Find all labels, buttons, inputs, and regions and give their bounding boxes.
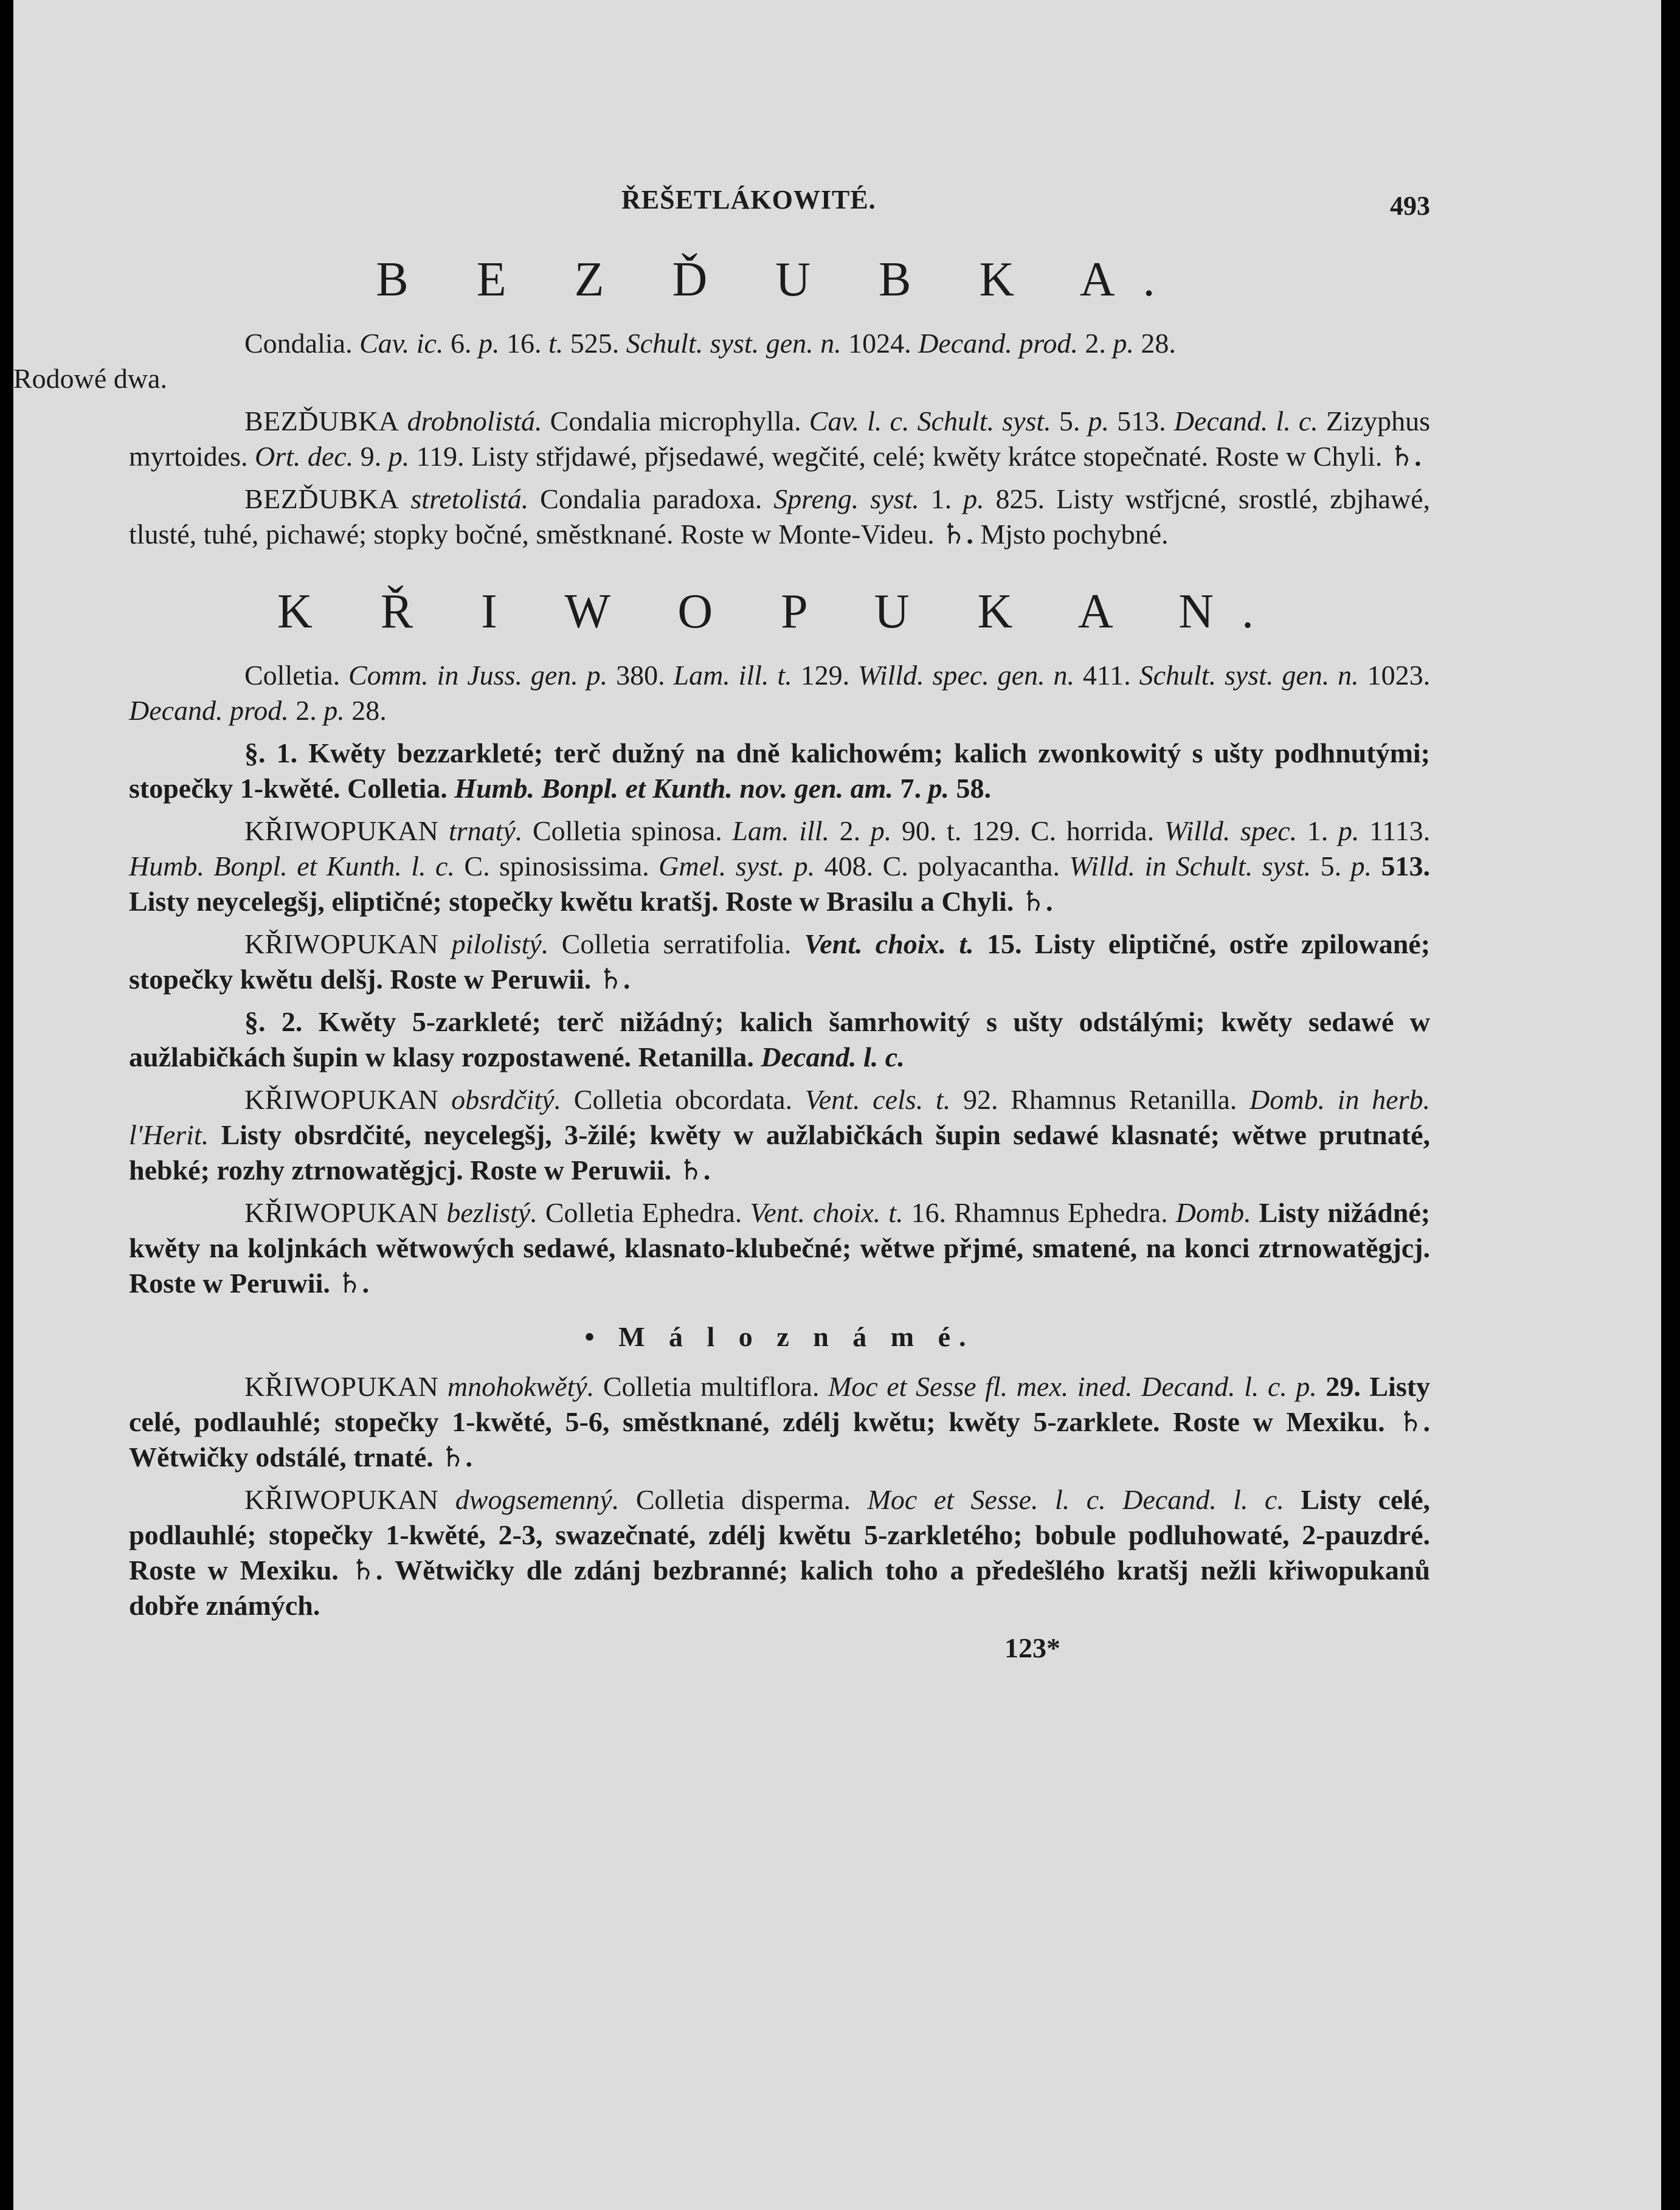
book-page	[13, 0, 1661, 2210]
reference: Gmel. syst. p.	[659, 851, 815, 882]
reference-value: 7.	[900, 773, 921, 804]
species-text: Wětwičky dle zdánj bezbranné; kalich toho a předešlého kratšj nežli křiwopukanů dobře známých.	[129, 1555, 1431, 1621]
section-text: §. 1. Kwěty bezzarkleté; terč dužný na dně kalichowém; kalich zwonkowitý s ušty podhnutými; stopečky 1-kwěté. Colletia.	[129, 737, 1430, 804]
reference: Vent. choix. t.	[804, 928, 974, 959]
species-text: 1113.	[1369, 815, 1431, 846]
species-text: 9.	[360, 441, 382, 472]
species-entry	[129, 813, 1430, 919]
reference: p.	[388, 441, 410, 472]
reference: p.	[870, 815, 892, 846]
reference-value: 58.	[956, 773, 991, 804]
genus-latin-name: Colletia.	[244, 660, 340, 691]
species-text: Colletia Ephedra.	[545, 1197, 742, 1228]
reference: p.	[1113, 328, 1134, 359]
species-text: 90. t. 129. C. horrida.	[901, 815, 1155, 846]
species-text: 5.	[1059, 406, 1080, 437]
species-name: BEZĎUBKA	[244, 406, 399, 437]
reference-value: 2.	[1085, 328, 1106, 359]
printer-signature	[129, 1631, 1430, 1667]
shrub-symbol-icon: ♄.	[678, 1155, 711, 1186]
genus-title-kriwopukan: K Ř I W O P U K A N.	[277, 585, 1282, 638]
species-entry	[129, 404, 1430, 474]
species-text: 15. Listy eliptičné, ostře zpilowané; stopečky kwětu delšj. Roste w Peruwii.	[129, 928, 1431, 995]
species-text: Colletia obcordata.	[573, 1084, 793, 1115]
species-name: KŘIWOPUKAN	[244, 1484, 439, 1515]
reference-value: 1023.	[1367, 660, 1431, 691]
species-text: 16. Rhamnus Ephedra.	[911, 1197, 1168, 1228]
reference: Decand. l. c.	[761, 1041, 905, 1072]
section-one	[129, 736, 1430, 806]
species-text: 29. Listy celé, podlauhlé; stopečky 1-kwěté, 5-6, směstknané, zdélj kwětu; kwěty 5-zarklete. Roste w Mexiku.	[129, 1371, 1431, 1437]
species-epithet: pilolistý.	[451, 928, 549, 959]
reference: p.	[1350, 851, 1372, 882]
species-text: 5.	[1320, 851, 1342, 882]
running-head	[129, 182, 1430, 249]
species-epithet: drobnolistá.	[407, 406, 542, 437]
genus-intro-bezdubka	[13, 326, 1430, 396]
reference: Comm. in Juss. gen. p.	[348, 660, 608, 691]
species-text: 2.	[839, 815, 861, 846]
species-entry	[129, 927, 1430, 997]
species-text: 119. Listy střjdawé, přjsedawé, wegčité, celé; kwěty krátce stopečnaté. Roste w Chyli.	[416, 441, 1383, 472]
reference-value: 16.	[506, 328, 542, 359]
species-text: Colletia spinosa.	[532, 815, 722, 846]
species-text: 1.	[930, 483, 952, 514]
reference-value: 380.	[616, 660, 665, 691]
reference: Cav. l. c. Schult. syst.	[809, 406, 1051, 437]
reference: p.	[323, 695, 345, 726]
reference: Lam. ill.	[732, 815, 830, 846]
reference: Vent. choix. t.	[750, 1197, 904, 1228]
section-text: §. 2. Kwěty 5-zarkleté; terč nižádný; kalich šamrhowitý s ušty odstálými; kwěty sedawé w aužlabičkách šupin w klasy rozpostawené. Retanilla.	[129, 1006, 1430, 1072]
shrub-symbol-icon: ♄.	[440, 1442, 473, 1473]
running-title: ŘEŠETLÁKOWITÉ.	[621, 185, 876, 215]
species-epithet: trnatý.	[448, 815, 523, 846]
reference: t.	[548, 328, 564, 359]
reference: Vent. cels. t.	[804, 1084, 951, 1115]
signature-mark: 123*	[1004, 1632, 1060, 1663]
little-known-heading: • M á l o z n á m é.	[584, 1321, 975, 1352]
species-text: Colletia serratifolia.	[561, 928, 792, 959]
reference: p.	[1338, 815, 1360, 846]
species-text: 513.	[1117, 406, 1166, 437]
species-name: BEZĎUBKA	[244, 483, 399, 514]
shrub-symbol-icon: ♄.	[598, 964, 631, 995]
reference: Willd. spec.	[1164, 815, 1298, 846]
species-entry	[129, 1082, 1430, 1188]
shrub-symbol-icon: ♄.	[1020, 886, 1053, 917]
species-epithet: bezlistý.	[446, 1197, 538, 1228]
species-text: Zizyphus myrtoides.	[129, 406, 1431, 472]
shrub-symbol-icon: ♄.	[1398, 1406, 1431, 1437]
species-text: 408. C. polyacantha.	[824, 851, 1060, 882]
reference: Humb. Bonpl. et Kunth. nov. gen. am.	[454, 773, 893, 804]
species-entry	[129, 482, 1430, 552]
reference: Cav. ic.	[359, 328, 444, 359]
species-text: 1.	[1307, 815, 1329, 846]
reference-value: 525.	[570, 328, 620, 359]
species-epithet: stretolistá.	[410, 483, 529, 514]
species-entry	[129, 1195, 1430, 1301]
species-entry	[129, 1482, 1430, 1623]
reference: Domb.	[1175, 1197, 1251, 1228]
species-entry	[129, 1369, 1430, 1475]
species-name: KŘIWOPUKAN	[244, 1371, 439, 1402]
reference: Ort. dec.	[254, 441, 354, 472]
reference: Decand. prod.	[918, 328, 1078, 359]
species-text: Mjsto pochybné.	[980, 519, 1169, 550]
reference: Decand. l. c.	[1174, 406, 1318, 437]
reference: p.	[928, 773, 949, 804]
species-text: 513. Listy neycelegšj, eliptičné; stopečky kwětu kratšj. Roste w Brasilu a Chyli.	[129, 851, 1430, 917]
species-text: Colletia multiflora.	[603, 1371, 820, 1402]
reference: Humb. Bonpl. et Kunth. l. c.	[129, 851, 455, 882]
species-text: Condalia paradoxa.	[540, 483, 762, 514]
page-number: 493	[1390, 191, 1430, 221]
shrub-symbol-icon: ♄.	[337, 1268, 370, 1299]
shrub-symbol-icon: ♄.	[350, 1555, 383, 1586]
reference-value: 411.	[1082, 660, 1131, 691]
reference: Willd. spec. gen. n.	[858, 660, 1074, 691]
species-name: KŘIWOPUKAN	[244, 1084, 439, 1115]
section-two	[129, 1004, 1430, 1075]
reference: Moc et Sesse. l. c. Decand. l. c.	[867, 1484, 1284, 1515]
reference: Lam. ill. t.	[673, 660, 792, 691]
reference: Schult. syst. gen. n.	[1139, 660, 1359, 691]
reference: p.	[1088, 406, 1109, 437]
genus-note: Rodowé dwa.	[13, 363, 167, 394]
species-text: Listy celé, podlauhlé; stopečky 1-kwěté, 2-3, swazečnaté, zdélj kwětu 5-zarkletého; bobule podluhowaté, 2-pauzdré. Roste w Mexiku.	[129, 1484, 1430, 1586]
reference: Domb. in herb. l'Herit.	[129, 1084, 1431, 1150]
genus-title-bezdubka: B E Z Ď U B K A.	[376, 253, 1183, 306]
shrub-symbol-icon: ♄.	[941, 519, 973, 550]
reference: Moc et Sesse fl. mex. ined. Decand. l. c. p.	[828, 1371, 1317, 1402]
genus-intro-kriwopukan	[129, 658, 1430, 728]
reference: p.	[963, 483, 984, 514]
reference-value: 28.	[351, 695, 387, 726]
reference-value: 1024.	[848, 328, 911, 359]
reference-value: 28.	[1141, 328, 1176, 359]
reference: p.	[478, 328, 500, 359]
species-epithet: dwogsemenný.	[455, 1484, 620, 1515]
species-name: KŘIWOPUKAN	[244, 928, 439, 959]
page-body	[13, 182, 1431, 1667]
reference-value: 6.	[450, 328, 472, 359]
species-text: 92. Rhamnus Retanilla.	[963, 1084, 1237, 1115]
species-text: C. spinosissima.	[464, 851, 649, 882]
species-text: 825. Listy wstřjcné, srostlé, zbjhawé, tlusté, tuhé, pichawé; stopky bočné, směstknané. Roste w Monte-Videu.	[129, 483, 1431, 550]
species-text: Colletia disperma.	[635, 1484, 851, 1515]
reference: Willd. in Schult. syst.	[1069, 851, 1312, 882]
reference: Decand. prod.	[129, 695, 289, 726]
reference: Spreng. syst.	[773, 483, 919, 514]
reference-value: 129.	[800, 660, 850, 691]
species-text: Listy nižádné; kwěty na koljnkách wětwowých sedawé, klasnato-klubečné; wětwe přjmé, smatené, na konci ztrnowatěgjcj. Roste w Peruwii.	[129, 1197, 1431, 1299]
reference: Schult. syst. gen. n.	[626, 328, 842, 359]
species-epithet: obsrdčitý.	[451, 1084, 562, 1115]
species-name: KŘIWOPUKAN	[244, 1197, 439, 1228]
species-epithet: mnohokwětý.	[447, 1371, 595, 1402]
species-text: Wětwičky odstálé, trnaté.	[129, 1442, 434, 1473]
species-text: Listy obsrdčité, neycelegšj, 3-žilé; kwěty w aužlabičkách šupin sedawé klasnaté; wětwe prutnaté, hebké; rozhy ztrnowatěgjcj. Roste w Peruwii.	[129, 1119, 1430, 1186]
reference-value: 2.	[296, 695, 317, 726]
species-name: KŘIWOPUKAN	[244, 815, 439, 846]
genus-latin-name: Condalia.	[244, 328, 353, 359]
species-text: Condalia microphylla.	[550, 406, 801, 437]
shrub-symbol-icon: ♄.	[1389, 441, 1422, 472]
